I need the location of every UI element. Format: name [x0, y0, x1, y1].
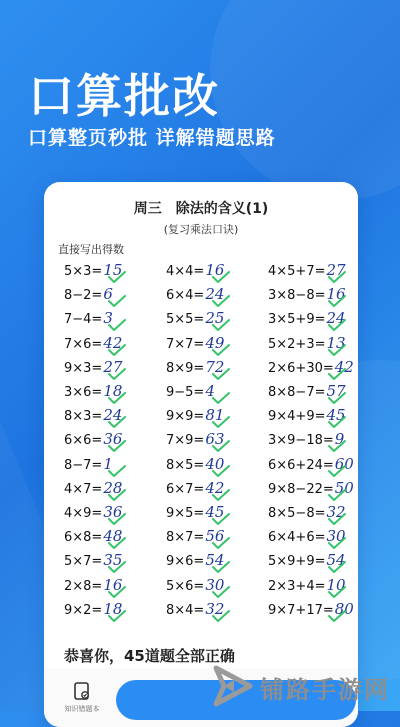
check-mark-icon: [212, 489, 230, 501]
handwritten-answer: 24: [103, 406, 123, 425]
handwritten-answer: 42: [334, 357, 354, 376]
check-mark-icon: [212, 344, 230, 356]
problem-equation: 9×3=: [64, 360, 103, 376]
check-mark-icon: [212, 319, 230, 331]
check-mark-icon: [212, 513, 230, 525]
icon-label: 知识错题本: [64, 705, 100, 713]
problem-equation: 8×5=: [166, 457, 205, 473]
problem-equation: 4×5+7=: [268, 264, 326, 279]
handwritten-answer: 6: [103, 285, 113, 304]
check-mark-icon: [108, 465, 126, 477]
check-mark-icon: [108, 440, 126, 452]
check-mark-icon: [108, 344, 126, 356]
problem-item: [64, 306, 113, 330]
handwritten-answer: 49: [205, 333, 225, 352]
check-mark-icon: [212, 465, 230, 477]
handwritten-answer: 35: [103, 551, 123, 570]
handwritten-answer: 36: [103, 503, 123, 521]
worksheet-title: 周三 除法的含义(1): [133, 201, 269, 217]
check-mark-icon: [328, 392, 346, 404]
handwritten-answer: 56: [205, 527, 225, 546]
check-mark-icon: [108, 319, 126, 331]
handwritten-answer: 16: [205, 261, 225, 279]
worksheet-subtitle: (复习乘法口诀): [163, 223, 239, 236]
check-mark-icon: [212, 271, 230, 283]
handwritten-answer: 36: [103, 430, 123, 449]
problem-equation: 4×9=: [64, 506, 103, 521]
problem-equation: 8−7=: [64, 457, 103, 473]
check-mark-icon: [328, 319, 346, 331]
handwritten-answer: 72: [205, 357, 225, 376]
check-mark-icon: [212, 392, 230, 404]
handwritten-answer: 16: [103, 575, 123, 594]
check-mark-icon: [108, 416, 126, 428]
handwritten-answer: 16: [326, 285, 346, 304]
handwritten-answer: 32: [326, 503, 346, 521]
problem-equation: 2×3+4=: [268, 578, 326, 594]
handwritten-answer: 81: [205, 406, 225, 425]
problem-equation: 8×9=: [166, 360, 205, 376]
handwritten-answer: 32: [205, 599, 225, 618]
check-mark-icon: [212, 295, 230, 307]
result-message: 恭喜你，45道题全部正确: [64, 647, 235, 665]
problem-equation: 7×6=: [64, 336, 103, 352]
problem-equation: 2×8=: [64, 578, 103, 594]
check-mark-icon: [328, 368, 346, 380]
handwritten-answer: 48: [103, 527, 123, 546]
problem-equation: 9×5=: [166, 506, 205, 521]
problem-equation: 8×4=: [166, 602, 205, 618]
check-mark-icon: [108, 489, 126, 501]
problem-equation: 3×5+9=: [268, 312, 326, 328]
check-mark-icon: [212, 586, 230, 598]
problem-equation: 9−5=: [166, 385, 205, 400]
problem-equation: 7×7=: [166, 336, 205, 352]
problem-equation: 7×9=: [166, 433, 205, 449]
problem-equation: 8×5−8=: [268, 506, 326, 521]
problem-equation: 5×9+9=: [268, 554, 326, 570]
check-mark-icon: [108, 392, 126, 404]
handwritten-answer: 42: [205, 478, 225, 497]
handwritten-answer: 42: [103, 333, 123, 352]
check-mark-icon: [212, 537, 230, 549]
document-check-icon[interactable]: [72, 681, 92, 701]
handwritten-answer: 18: [103, 382, 123, 400]
problem-item: [64, 452, 113, 476]
problem-equation: 8×7=: [166, 530, 205, 546]
handwritten-answer: 60: [334, 454, 354, 473]
handwritten-answer: 28: [103, 478, 123, 497]
problem-equation: 3×8−8=: [268, 288, 326, 304]
handwritten-answer: 18: [103, 599, 123, 618]
check-mark-icon: [108, 271, 126, 283]
check-mark-icon: [212, 440, 230, 452]
check-mark-icon: [108, 586, 126, 598]
worksheet-instruction: 直接写出得数: [58, 243, 124, 256]
handwritten-answer: 24: [326, 309, 346, 328]
check-mark-icon: [212, 561, 230, 573]
watermark-text: 铺路手游网: [260, 676, 390, 704]
handwritten-answer: 57: [326, 382, 346, 400]
handwritten-answer: 24: [205, 285, 225, 304]
check-mark-icon: [328, 295, 346, 307]
handwritten-answer: 15: [103, 261, 123, 279]
problem-equation: 4×4=: [166, 264, 205, 279]
promo-subline: 口算整页秒批 详解错题思路: [28, 127, 276, 149]
check-mark-icon: [108, 295, 126, 307]
handwritten-answer: 30: [205, 575, 225, 594]
handwritten-answer: 40: [205, 454, 225, 473]
promo-headline: 口算批改: [28, 69, 220, 123]
problem-equation: 9×6=: [166, 554, 205, 570]
handwritten-answer: 25: [205, 309, 225, 328]
check-mark-icon: [108, 610, 126, 622]
check-mark-icon: [212, 416, 230, 428]
check-mark-icon: [108, 537, 126, 549]
problem-equation: 5×7=: [64, 554, 103, 570]
problem-equation: 8×8−7=: [268, 385, 326, 400]
check-mark-icon: [108, 561, 126, 573]
problem-equation: 9×7+17=: [268, 602, 334, 618]
problem-equation: 9×8−22=: [268, 481, 334, 497]
problem-equation: 5×3=: [64, 264, 103, 279]
check-mark-icon: [328, 271, 346, 283]
problem-equation: 5×6=: [166, 578, 205, 594]
problem-item: [166, 379, 215, 403]
handwritten-answer: 27: [103, 357, 123, 376]
handwritten-answer: 50: [334, 478, 354, 497]
play-arrow-logo-icon: [210, 664, 256, 708]
problem-equation: 6×7=: [166, 481, 205, 497]
check-mark-icon: [328, 416, 346, 428]
problem-item: [64, 282, 113, 306]
problem-equation: 5×2+3=: [268, 336, 326, 352]
problem-equation: 3×9−18=: [268, 433, 334, 449]
problem-equation: 6×4+6=: [268, 530, 326, 546]
problem-equation: 9×4+9=: [268, 409, 326, 425]
problem-equation: 2×6+30=: [268, 360, 334, 376]
handwritten-answer: 45: [205, 503, 225, 521]
problem-equation: 3×6=: [64, 385, 103, 400]
check-mark-icon: [328, 561, 346, 573]
handwritten-answer: 13: [326, 333, 346, 352]
problem-equation: 5×5=: [166, 312, 205, 328]
problem-equation: 8×3=: [64, 409, 103, 425]
check-mark-icon: [212, 610, 230, 622]
handwritten-answer: 10: [326, 575, 346, 594]
handwritten-answer: 9: [334, 430, 345, 449]
handwritten-answer: 45: [326, 406, 346, 425]
handwritten-answer: 63: [205, 430, 225, 449]
problem-equation: 6×6+24=: [268, 457, 334, 473]
handwritten-answer: 1: [103, 454, 113, 473]
check-mark-icon: [328, 489, 346, 501]
check-mark-icon: [328, 610, 346, 622]
watermark: [210, 664, 400, 708]
worksheet-card: [44, 182, 358, 727]
check-mark-icon: [328, 465, 346, 477]
check-mark-icon: [328, 344, 346, 356]
problem-equation: 9×9=: [166, 409, 205, 425]
handwritten-answer: 3: [103, 309, 113, 328]
handwritten-answer: 30: [326, 527, 346, 546]
check-mark-icon: [328, 513, 346, 525]
check-mark-icon: [108, 368, 126, 380]
problem-equation: 6×8=: [64, 530, 103, 546]
check-mark-icon: [328, 537, 346, 549]
handwritten-answer: 54: [326, 551, 346, 570]
problem-equation: 9×2=: [64, 602, 103, 618]
check-mark-icon: [328, 440, 346, 452]
problem-equation: 7−4=: [64, 312, 103, 328]
handwritten-answer: 80: [334, 599, 354, 618]
handwritten-answer: 54: [205, 551, 225, 570]
problem-equation: 6×4=: [166, 288, 205, 304]
problem-equation: 6×6=: [64, 433, 103, 449]
handwritten-answer: 4: [205, 382, 215, 400]
handwritten-answer: 27: [326, 261, 346, 279]
problem-equation: 4×7=: [64, 481, 103, 497]
check-mark-icon: [212, 368, 230, 380]
problem-equation: 8−2=: [64, 288, 103, 304]
check-mark-icon: [328, 586, 346, 598]
check-mark-icon: [108, 513, 126, 525]
